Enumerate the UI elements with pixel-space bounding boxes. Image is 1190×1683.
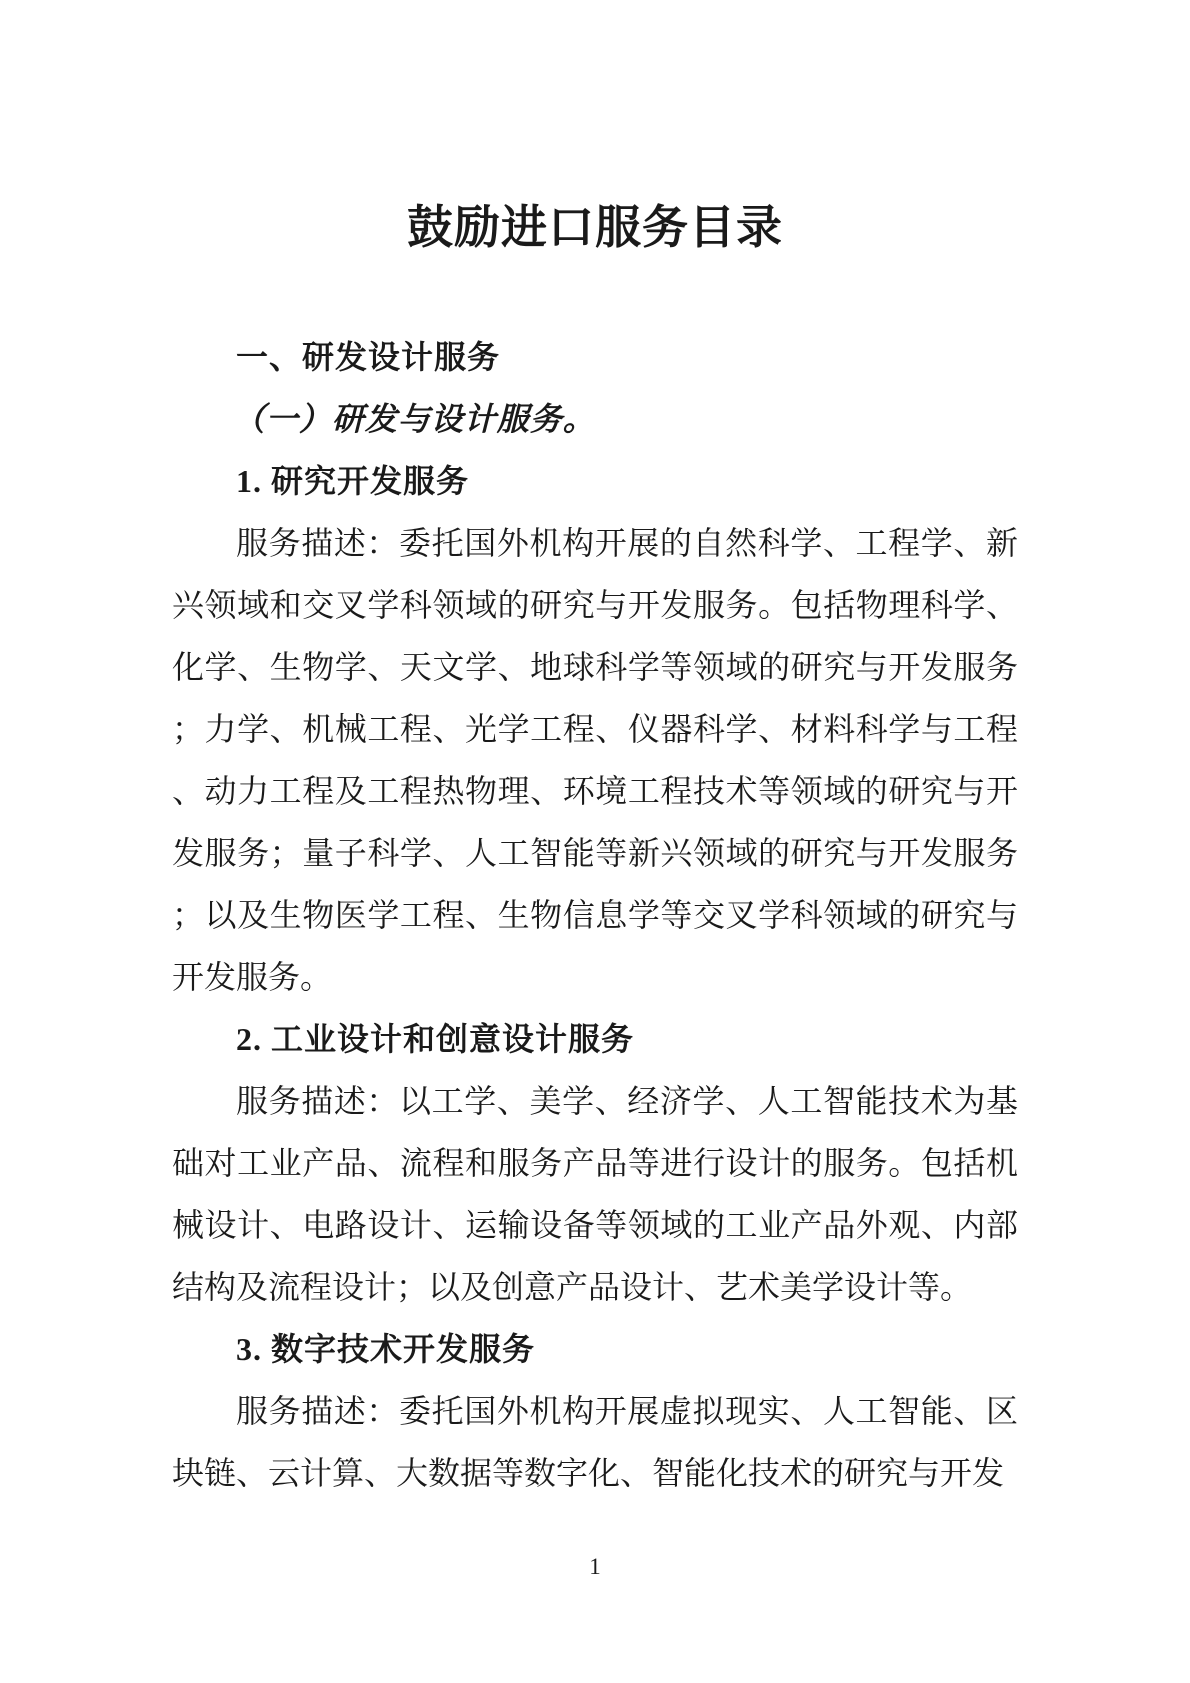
- item-heading-digital-technology: 3. 数字技术开发服务: [236, 1331, 536, 1367]
- service-description-research-development: 服务描述：委托国外机构开展的自然科学、工程学、新兴领域和交叉学科领域的研究与开发服务。包括物理科学、化学、生物学、天文学、地球科学等领域的研究与开发服务；力学、机械工程、光学工程、仪器科学、材料科学与工程、动力工程及工程热物理、环境工程技术等领域的研究与开发服务；量子科学、人工智能等新兴领域的研究与开发服务；以及生物医学工程、生物信息学等交叉学科领域的研究与开发服务。: [172, 525, 1018, 995]
- item-heading-industrial-creative-design: 2. 工业设计和创意设计服务: [236, 1021, 635, 1057]
- section-heading-research-design: 一、研发设计服务: [236, 339, 501, 375]
- subsection-heading-rd-design-services: （一）研发与设计服务。: [232, 401, 596, 437]
- document-body: [172, 326, 1018, 1504]
- service-description-industrial-creative-design: 服务描述：以工学、美学、经济学、人工智能技术为基础对工业产品、流程和服务产品等进行设计的服务。包括机械设计、电路设计、运输设备等领域的工业产品外观、内部结构及流程设计；以及创意产品设计、艺术美学设计等。: [172, 1083, 1018, 1305]
- page-number: 1: [589, 1554, 601, 1579]
- service-description-digital-technology: 服务描述：委托国外机构开展虚拟现实、人工智能、区块链、云计算、大数据等数字化、智能化技术的研究与开发: [172, 1393, 1018, 1491]
- document-title: 鼓励进口服务目录: [407, 202, 783, 253]
- item-heading-research-development: 1. 研究开发服务: [236, 463, 470, 499]
